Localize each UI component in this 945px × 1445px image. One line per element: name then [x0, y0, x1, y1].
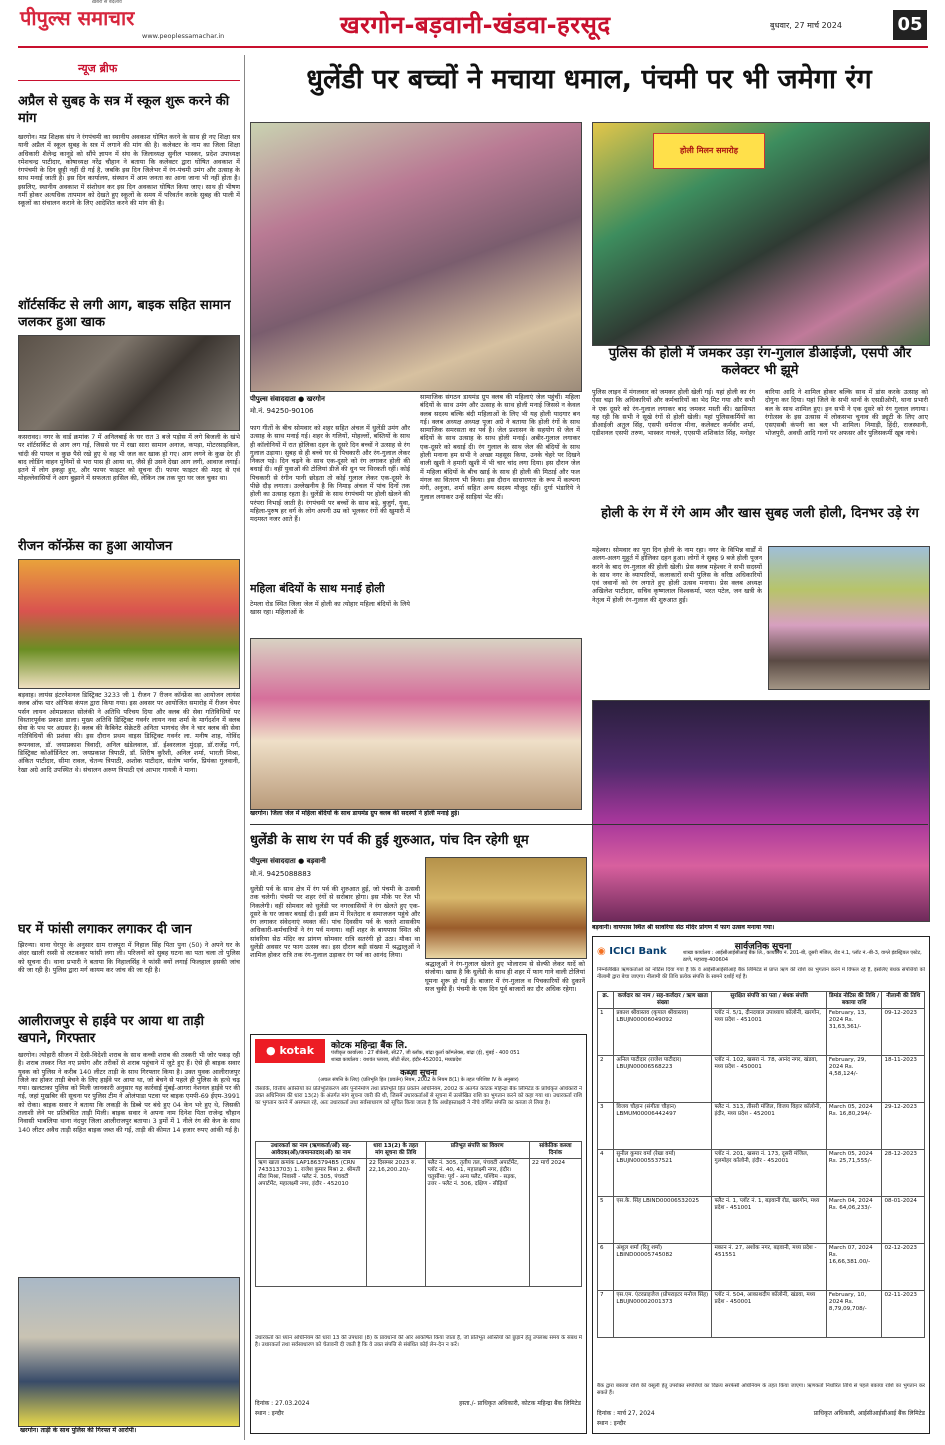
- icici-cell: 3: [598, 1103, 614, 1150]
- news-brief-label: न्यूज ब्रीफ: [78, 62, 118, 75]
- section-rule: [250, 824, 928, 825]
- icici-cell: March 05, 2024 Rs. 25,71,555/-: [826, 1150, 882, 1197]
- kotak-cell-possession: 22 मार्च 2024: [529, 1159, 581, 1287]
- icici-cell: एस.के. सिंह LBIND00006532025: [614, 1197, 712, 1244]
- holi-milan-banner: होली मिलन समारोह: [653, 133, 765, 169]
- kotak-table: [255, 1141, 582, 1287]
- dhulendi-byline: पीपुल्स संवाददाता ● बड़वानी: [250, 857, 326, 865]
- conference-photo: [18, 559, 240, 689]
- table-row: [598, 1197, 925, 1244]
- brief-body-1: खरगोन। मप्र शिक्षक संघ ने रंगपंचमी का स्थानीय अवकाश घोषित करने के साथ ही नए शिक्षा सत्र यानी अप्रैल में स्कूल सुबह के सत्र में लगाने की मांग की है। कलेक्टर के नाम का जिला शिक्षा अधिकारी शैलेन्द्र कानूडे को सौंपे ज्ञापन में संघ के जिलाध्यक्ष सुनील भास्कर, प्रदेश उपाध्यक्ष रमेशचन्द्र पाटीदार, कोषाध्यक्ष नरेंद्र चौहान ने बताया कि कलेक्टर द्वारा घोषित अवकाश में रंगपंचमी के दिन छुट्टी नहीं दी गई है, जबकि इस दिन जिलेभर में रंग-पंचमी उमंग और उत्साह के साथ मनाई जाती है। इस दिन कार्यालय, संस्थान में आम जनता का आना जाना भी नहीं होता है। इसलिए, स्थानीय अवकाश में संशोधन कर इस दिन अवकाश घोषित किया जाए। साथ ही भीषण गर्मी होकर अत्यधिक तापमान को देखते हुए स्कूलों के समय में परिवर्तन करके सुबह की पाली में स्कूलों का संचालन कराने के लिए आदेशित करने की मांग की है।: [18, 133, 240, 208]
- temple-fag-photo: [592, 700, 930, 922]
- arrest-photo-caption: खरगोन। ताड़ी के साथ पुलिस की गिरफ्त में आरोपी।: [20, 1427, 137, 1434]
- news-brief-column: [18, 55, 240, 1440]
- dhulendi-headline: धुलेंडी के साथ रंग पर्व की हुई शुरुआत, पांच दिन रहेगी धूम: [250, 833, 529, 848]
- icici-cell: अंशुल शर्मा (रितु शर्मा) LBIND00005745082: [614, 1244, 712, 1291]
- dhulendi-body-col2: श्रद्धालुओं ने रंग-गुलाल खेलते हुए भोलाराम से सेल्फी लेकर यादें को संजोया। खास है कि धुलेंडी के साथ ही शहर में फाग गाने वाली टोलियां घूमना शुरू हो गई हैं। बाजार में रंग-गुलाल व पिचकारियों की दुकानें सज चुकी हैं। पंचमी के एक दिन पूर्व बाजारों का दौर अधिक रहेगा।: [425, 960, 585, 993]
- icici-cell: मकान नं. 27, अशोक नगर, बड़वानी, मध्य प्रदेश - 451551: [712, 1244, 826, 1291]
- jail-photo-caption: खरगोन। जिला जेल में महिला बंदियों के साथ डायमंड ग्रुप क्लब की सदस्यों ने होली मनाई हुई।: [250, 810, 460, 817]
- icici-cell: फ्लैट नं. 1, प्लॉट नं. 1, बड़वानी रोड, खरगोन, मध्य प्रदेश - 451001: [712, 1197, 826, 1244]
- kotak-place: स्थान : इन्दौर: [255, 1410, 284, 1417]
- icici-cell: February, 10, 2024 Rs. 8,79,09,708/-: [826, 1291, 882, 1338]
- kotak-intro: (अचल संपत्ति के लिए) (प्रतिभूति हित (प्रवर्तन) नियम, 2002 के नियम 8(1) के तहत परिशिष्ट IV के अनुसार): [318, 1077, 519, 1083]
- icici-col-borrower: कर्जदार का नाम / सह-कर्जदार / ऋण खाता संख्या: [614, 992, 712, 1009]
- table-row: [256, 1159, 582, 1287]
- brief-headline-4: घर में फांसी लगाकर लगाकर दी जान: [18, 922, 192, 937]
- icici-cell: 29-12-2023: [882, 1103, 925, 1150]
- section-title: खरगोन-बड़वानी-खंडवा-हरसूद: [340, 11, 611, 39]
- main-headline: धुलेंडी पर बच्चों ने मचाया धमाल, पंचमी पर भी जमेगा रंग: [306, 64, 872, 95]
- kotak-col-possession: सांकेतिक कब्जा दिनांक: [529, 1142, 581, 1159]
- icici-cell: March 05, 2024 Rs. 16,80,294/-: [826, 1103, 882, 1150]
- icici-cell: प्लॉट नं. 5/1, दीनदयाल उपाध्याय कॉलोनी, खरगोन, मध्य प्रदेश - 451001: [712, 1009, 826, 1056]
- jail-subheadline: महिला बंदियों के साथ मनाई होली: [250, 582, 385, 595]
- icici-cell: 02-11-2023: [882, 1291, 925, 1338]
- table-row: [598, 1103, 925, 1150]
- icici-cell: प्लॉट नं. 102, खसरा नं. 78, आनंद नगर, खंडवा, मध्य प्रदेश - 450001: [712, 1056, 826, 1103]
- kotak-cell-borrower: ऋण खाता क्रमांक LAP1863794B5 (CRN 743313703) 1. राजेश कुमार मिश्रा 2. श्रीमती मीरा मिश्रा, निवासी - फ्लैट नं. 305, पंचवटी अपार्टमेंट, महालक्ष्मी नगर, इंदौर - 452010: [256, 1159, 367, 1287]
- kotak-bank-name: कोटक महिन्द्रा बैंक लि.: [331, 1041, 408, 1051]
- police-holi-photo: [592, 122, 930, 346]
- masthead-rule: [18, 46, 928, 48]
- dhulendi-phone: मो.नं. 9425088883: [250, 870, 312, 878]
- column-divider-left: [244, 55, 245, 1440]
- kotak-registered-office: पंजीकृत कार्यालय : 27 बीकेसी, सी27, जी ब्लॉक, बांद्रा कुर्ला कॉम्प्लेक्स, बांद्रा (ई), मुंबई - 400 051: [331, 1050, 520, 1056]
- icici-table: [597, 991, 925, 1338]
- table-row: [598, 1291, 925, 1338]
- main-body-col1: फाग गीतों के बीच सोमवार को शहर सहित अंचल में धुलेंडी उमंग और उत्साह के साथ मनाई गई। शहर के गलियों, मोहल्लों, बस्तियों के साथ ही कॉलोनियों में रात होलिका दहन के दूसरे दिन बच्चों ने उत्साह से रंग गुलाल उड़ाया। सुबह से ही बच्चे घर से पिचकारी और रंग-गुलाल लेकर निकल पड़े। दिन चढ़ने के साथ एक-दूसरे को रंग लगाकर होली की बधाई दी। वहीं युवाओं की टोलियां डीजे की धुन पर थिरकती रहीं। कोई पिचकारी से रंगीन पानी छोड़ता तो कोई गुलाल लेकर एक-दूसरे के पीछे दौड़ लगाता। उल्लेखनीय है कि निमाड़ अंचल में पांच दिनों तक होली का उत्साह रहता है। धुलेंडी के साथ रंगपंचमी पर होली खेलने की परंपरा निभाई जाती है। रंगपंचमी पर बच्चों के साथ बड़े, बुजुर्ग, युवा, महिला-पुरुष हर वर्ग के लोग अपनी उम्र को भूलकर रंगों की खुमारी में मदमस्त नजर आते हैं।: [250, 424, 410, 524]
- brief-rule: [18, 80, 240, 81]
- icici-col-sr: क्र.: [598, 992, 614, 1009]
- icici-title: सार्वजनिक सूचना: [734, 942, 792, 952]
- brief-headline-1: अप्रैल से सुबह के सत्र में स्कूल शुरू करने की मांग: [18, 94, 230, 126]
- table-row: [598, 1056, 925, 1103]
- table-row: [598, 1009, 925, 1056]
- icici-cell: प्लॉट नं. 201, खसरा नं. 173, दूसरी मंजिल, गुलमोहर कॉलोनी, इंदौर - 452001: [712, 1150, 826, 1197]
- icici-logo: [597, 941, 675, 963]
- main-byline: पीपुल्स संवाददाता ● खरगोन: [250, 395, 325, 403]
- icici-cell: फ्लैट नं. 313, तीसरी मंजिल, विजय विहार कॉलोनी, इंदौर, मध्य प्रदेश - 452001: [712, 1103, 826, 1150]
- icici-logo-icon: ◉: [597, 946, 606, 957]
- jail-subbody: टेमला रोड स्थित जिला जेल में होली का त्योहार महिला बंदियों के लिये खास रहा। महिलाओं के: [250, 600, 410, 617]
- fire-photo: [18, 335, 240, 431]
- issue-date: बुधवार, 27 मार्च 2024: [770, 21, 842, 30]
- sanwariya-temple-photo: [425, 857, 587, 959]
- temple-photo-caption: बड़वानी। वायपास स्थित श्री सावरिया सेठ मंदिर प्रांगण में फाग उत्सव मनाया गया।: [592, 924, 775, 931]
- kotak-logo-text: kotak: [279, 1044, 315, 1057]
- main-body-col2: सामाजिक संगठन डायमंड ग्रुप क्लब की महिलाएं जेल पहुंचीं। महिला बंदियों के साथ उमंग और उत्साह के साथ होली मनाई जिससे न केवल क्लब सदस्य बल्कि बंदी महिलाओं के लिए भी यह होली यादगार बन गई। क्लब अध्यक्ष अध्यक्ष पूजा अग्रे ने बताया कि होली रंगों के साथ सामाजिक समरसता का पर्व है। जेल प्रशासन के सहयोग से जेल में बंदियों के साथ उत्साह के साथ होली मनाई। अबीर-गुलाल लगाकर एक-दूसरे को बधाई दी। रंग गुलाल के साथ जेल की बंदियों के साथ होली मनाना हम सभी ने अच्छा महसूस किया, उनके चेहरे पर दिखने वाली खुशी ने हमारी खुशी में भी चार चांद लगा दिया। इस दौरान जेल में महिला बंदियों के बीच खाई के साथ ही होली की मिठाई और फल मंगल का वितरण भी किया। इस दौरान साधारणतः के रूप में कल्पना मंगी, अनुजा, शर्मा सहित अन्य सदस्य मौजूद रहीं। दुर्गा भंडारिये ने गुलाल लगाकर उन्हें साड़ियां भेंट कीं।: [420, 393, 580, 501]
- kotak-signatory: हस्ता./- प्राधिकृत अधिकारी, कोटक महिन्द्रा बैंक लिमिटेड: [459, 1400, 581, 1407]
- maheshwar-headline: होली के रंग में रंगे आम और खास सुबह जली होली, दिनभर उड़े रंग: [601, 506, 919, 521]
- icici-logo-text: ICICI Bank: [609, 946, 667, 957]
- icici-signatory: प्राधिकृत अधिकारी, आईसीआईसीआई बैंक लिमिटेड: [813, 1410, 925, 1417]
- kotak-col-property: प्रतिभूत संपत्ति का विवरण: [425, 1142, 529, 1159]
- press-club-photo: [768, 546, 930, 690]
- kotak-cell-demand: 22 दिसम्बर 2023 रु. 22,16,200.20/-: [366, 1159, 425, 1287]
- icici-notice: [592, 936, 930, 1434]
- kotak-footer: उधारकर्ता का ध्यान अधिनियम की धारा 13 की उपधारा (8) के प्रावधानों की ओर आकर्षित किया जाता है, जो प्रतिभूत आस्तियों को छुड़ाने हेतु उपलब्ध समय के संबंध में है। उधारकर्ता तथा सर्वसाधारण को चेतावनी दी जाती है कि वे उक्त संपत्ति से संबंधित कोई लेन-देन न करें।: [255, 1335, 582, 1348]
- brief-headline-3: रीजन कॉन्फ्रेंस का हुआ आयोजन: [18, 539, 173, 554]
- brief-body-2: कसरावद। नगर के वार्ड क्रमांक 7 में अनिलबाई के घर रात 3 बजे पड़ोस में लगे बिजली के खंभे पर शॉर्टसर्किट से आग लग गई, जिससे घर में रखा सारा सामान अनाज, कपड़ा, मोटरसाइकिल, चांदी की पायल व कुछ पैसे रखे हुए थे वह भी जल कर खाक हो गए। आग लगने के कुछ देर ही बाद लोडिंग वाहन मुनिमों से भरा पास ही आया था, जैसे ही उसने देखा आग लगी, आवाज लगाई। इतने में लोग इकट्ठा हुए, और फायर फाइटर को सूचना दी। फायर फाइटर की मदद से एवं मोहल्लेवासियों ने आग बुझाने में सफलता हासिल की, लेकिन तब तक पूरा घर जल चुका था।: [18, 433, 240, 483]
- kotak-branch-office: शाखा कार्यालय : यशवंत प्लाजा, सीटी सेंटर, इंदौर-452001, मध्यप्रदेश: [331, 1057, 462, 1063]
- icici-cell: 2: [598, 1056, 614, 1103]
- icici-place: स्थान : इन्दौर: [597, 1420, 626, 1427]
- icici-cell: 4: [598, 1150, 614, 1197]
- icici-cell: 6: [598, 1244, 614, 1291]
- brief-body-3: बड़वाह। लायंस इंटरनेशनल डिस्ट्रिक्ट 3233 जी 1 रीजन 7 रीजन कॉन्फ्रेंस का आयोजन लायंस क्लब ऑफ पार ऑफिस कंपल द्वारा किया गया। इस अवसर पर आयोजित समारोह में रीजन चेयर पर्सन लायन ओमप्रकाश सोलंकी ने अतिथि परिचय दिया और क्लब की सेवा गतिविधियों पर विस्तारपूर्वक प्रकाश डाला। मुख्य अतिथि डिस्ट्रिक्ट गवर्नर लायन नवा शर्मा के मार्गदर्शन में क्लब सेवा के पथ पर अग्रसर है। क्लब की कैबिनेट सेक्रेटरी अनिता भागचंद जैन ने चार क्लब की सेवा गतिविधियों की प्रशंसा की। इस दौरान प्रथम वाइस डिस्ट्रिक्ट गवर्नर ला. मनीष शाह, गोविंद रूपनवाल, डॉ. जयाप्रकाश त्रिवादी, अनिल खंडेलवाल, डॉ. ईश्वरलाल मुंदड़ा, डॉ.राजेंद्र गर्ग, डिस्ट्रिक्ट कोऑर्डिनेटर ला. जयप्रकाश त्रिपाठी, डॉ. शिरीष कुरैशी, अनिल शर्मा, भारती मिश्रा, अंकित पाटीदार, सीमा रावल, चेतन्य त्रिपाठी, अशोक पाटीदार, संतोष भार्गव, प्रियंका गुलवानी, रेखा अग्रे आदि उपस्थित थे। संचालन अरुण त्रिपाठी एवं आभार गायत्री ने माना।: [18, 691, 240, 774]
- icici-cell: प्लॉट नं. 504, आकाशदीप कॉलोनी, खंडवा, मध्य प्रदेश - 450001: [712, 1291, 826, 1338]
- icici-cell: एस.एम. एंटरप्राइजेज (प्रोपराइटर मनोज सिंह) LBUJN00002001373: [614, 1291, 712, 1338]
- kotak-logo-icon: ●: [265, 1044, 276, 1057]
- kotak-title: कब्ज़ा सूचना: [400, 1068, 437, 1077]
- icici-cell: 09-12-2023: [882, 1009, 925, 1056]
- icici-cell: 5: [598, 1197, 614, 1244]
- brief-body-4: झिरन्या। थाना घेरपुर के अनुसार ग्राम राजपुरा में निहाल सिंह पिता पुना (50) ने अपने घर के अंदर खाली रस्सी से लटककर फांसी लगा ली। परिजनों को सुबह घटना का पता चला तो पुलिस को सूचना दी। थाना प्रभारी ने बताया कि निहालसिंह ने फांसी क्यों लगाई फिलहाल इसकी जांच की जा रही है। पुलिस द्वारा मर्ग कायम कर जांच की जा रही है।: [18, 941, 240, 974]
- icici-col-auction: नीलामी की तिथि: [882, 992, 925, 1009]
- police-headline: पुलिस की होली में जमकर उड़ा रंग-गुलाल डीआईजी, एसपी और कलेक्टर भी झूमे: [608, 346, 912, 378]
- masthead: [0, 0, 945, 50]
- kotak-col-borrower: उधारकर्ता का नाम (ऋणकर्ता/ओं) सह-आवेदक(ओं)/जमानतदार(ओं) का नाम: [256, 1142, 367, 1159]
- icici-cell: 02-12-2023: [882, 1244, 925, 1291]
- icici-cell: February, 29, 2024 Rs. 4,58,124/-: [826, 1056, 882, 1103]
- brief-headline-5: आलीराजपुर से हाईवे पर आया था ताड़ी खपाने, गिरफ्तार: [18, 1014, 204, 1046]
- brief-body-5: खरगोन। त्योहारी सीजन में देसी-विदेशी शराब के साथ कच्ची शराब की तस्करी भी जोर पकड़ रही है। शराब तस्कर नित नए प्रयोग और तरीकों से शराब पहुंचाने में जुटे हुए हैं। ऐसे ही बाइक सवार युवक को पुलिस ने करीब 140 लीटर ताड़ी के साथ गिरफ्तार किया है। उक्त युवक आलीराजपुर जिले का होकर ताड़ी बेचने के लिए हाईवे पर आया था, जो बेचने से पहले ही पुलिस के हत्थे चढ़ गया। खलटाका पुलिस को मिली जानकारी अनुसार यह कार्रवाई मुंबई-आगरा नेशनल हाईवे पर की गई, जहां मुखबिर की सूचना पर पुलिस टीम ने ओलंपाडा पटवा पर बाइक एमपी-69 ईएम-3991 को रोका। बाइक सवार ने बताया कि लकड़ी के डिब्बे पर बंधे हुए 04 केन भरे हुए थे, जिसकी तलाशी लेने पर प्रतिबंधित ताड़ी मिली। बाइक सवार ने अपना नाम दिनेश पिता राजेन्द्र चौहान निवासी भाबलिया थाना नंदपुर जिला आलीराजपुर बताया। 3 ड्रमों में 1 नीले रंग की केन के साथ 140 लीटर अवैध ताड़ी सहित बाइक जब्त की गई, ताड़ी की कीमत 14 हजार रुपए आंकी गई है।: [18, 1051, 240, 1134]
- table-row: [598, 1150, 925, 1197]
- kotak-logo: [255, 1039, 325, 1063]
- icici-cell: February, 13, 2024 Rs. 31,63,361/-: [826, 1009, 882, 1056]
- icici-office: शाखा कार्यालय : आईसीआईसीआई बैंक लि., कार्यालय नं. 201-बी, दूसरी मंजिल, रोड नं.1, प्लॉट नं.-बी-3, वाग्ले इंडस्ट्रियल एस्टेट, ठाणे, महाराष्ट्र-400604: [683, 950, 922, 963]
- icici-col-property: सुरक्षित संपत्ति का पता / बंधक संपत्ति: [712, 992, 826, 1009]
- main-phone: मो.नं. 94250-90106: [250, 407, 314, 415]
- masthead-logo: [20, 6, 134, 30]
- icici-cell: March 04, 2024 Rs. 64,06,233/-: [826, 1197, 882, 1244]
- logo-tagline: ख़बरों से बदलाव: [92, 0, 122, 5]
- icici-cell: सुनील कुमार वर्मा (रेखा वर्मा) LBUJN00005537521: [614, 1150, 712, 1197]
- icici-cell: प्रकाश श्रीवास्तव (कृपाल श्रीवास्तव) LBUJN00006049092: [614, 1009, 712, 1056]
- kotak-col-demand: धारा 13(2) के तहत मांग सूचना की तिथि: [366, 1142, 425, 1159]
- icici-cell: अनिल पाटीदार (राजेश पाटीदार) LBUJN00006568223: [614, 1056, 712, 1103]
- icici-intro: निम्नलिखित ऋणकर्ताओं को नोटिस दिया गया है कि वे आईसीआईसीआई बैंक लिमिटेड से प्राप्त ऋण की राशि का भुगतान करने में विफल रहे हैं, इसलिए बंधक संपत्तियों को नीलामी द्वारा बेचा जाएगा। नीलामी की तिथि प्रत्येक संपत्ति के सामने दर्शाई गई है।: [597, 967, 925, 980]
- kotak-paragraph: जैसाकि, वित्तीय आस्तियों का प्रतिभूतिकरण और पुनर्निर्माण तथा प्रतिभूति हित प्रवर्तन अधिनियम, 2002 के अंतर्गत कोटक महिन्द्रा बैंक लिमिटेड के प्राधिकृत अधिकारी ने उक्त अधिनियम की धारा 13(2) के अंतर्गत मांग सूचना जारी की थी, जिसमें उधारकर्ताओं से सूचना में उल्लेखित राशि का भुगतान करने को कहा गया था। उधारकर्ता राशि का भुगतान करने में असफल रहे, अतः उधारकर्ता तथा सर्वसाधारण को सूचित किया जाता है कि अधोहस्ताक्षरी ने नीचे वर्णित संपत्ति का कब्जा ले लिया है।: [255, 1086, 582, 1106]
- icici-col-demand: डिमांड नोटिस की तिथि / बकाया राशि: [826, 992, 882, 1009]
- table-row: [598, 1244, 925, 1291]
- icici-cell: March 07, 2024 Rs. 16,66,381.00/-: [826, 1244, 882, 1291]
- kotak-date: दिनांक : 27.03.2024: [255, 1400, 310, 1407]
- icici-cell: 1: [598, 1009, 614, 1056]
- icici-cell: 28-12-2023: [882, 1150, 925, 1197]
- icici-cell: 18-11-2023: [882, 1056, 925, 1103]
- kotak-cell-property: फ्लैट नं. 305, तृतीय तल, पंचवटी अपार्टमेंट, प्लॉट नं. 40, 41, महालक्ष्मी नगर, इंदौर। चतुर्सीमा: पूर्व - अन्य फ्लैट, पश्चिम - सड़क, उत्तर - फ्लैट नं. 306, दक्षिण - सीढ़ियाँ: [425, 1159, 529, 1287]
- kotak-notice: [250, 1034, 587, 1434]
- website: www.peoplessamachar.in: [142, 32, 225, 40]
- icici-date: दिनांक : मार्च 27, 2024: [597, 1410, 655, 1417]
- maheshwar-body: महेश्वर। सोमवार का पूरा दिन होली के नाम रहा। नगर के विभिन्न वार्डों में अलग-अलग मुहूर्त में होलिका दहन हुआ। लोगों ने सुबह 9 बजे होली पूजन करने के बाद रंग-गुलाल की होली खेली। प्रेस क्लब महेश्वर ने सभी सदस्यों के साथ नगर के व्यापारियों, कलाकारों सभी पुलिस के वरिष्ठ अधिकारियों एवं जवानों को रंग लगाते हुए होली उत्सव मनाया। प्रेस क्लब अध्यक्ष अखिलेश पाटीदार, सचिव कृष्णलाल विश्वकर्मा, भरत पटेल, जन खत्री के नेतृत्व में होली रंग-गुलाल की शुरुआत हुई।: [592, 546, 762, 604]
- page-number: 05: [893, 10, 927, 40]
- icici-footer: बैंक द्वारा बकाया राशि की वसूली हेतु उपरोक्त संपत्तियों का विक्रय सरफेसी अधिनियम के तहत किया जाएगा। ऋणकर्ता निर्धारित तिथि से पहले बकाया राशि का भुगतान कर सकते हैं।: [597, 1383, 925, 1396]
- icici-cell: 08-01-2024: [882, 1197, 925, 1244]
- children-holi-photo: [250, 122, 582, 392]
- icici-cell: विजय चौहान (संगीता चौहान) LBMUM00006442497: [614, 1103, 712, 1150]
- logo-text: पीपुल्स समाचार: [20, 6, 135, 30]
- arrest-photo: [18, 1277, 240, 1427]
- brief-headline-2: शॉर्टसर्किट से लगी आग, बाइक सहित सामान जलकर हुआ खाक: [18, 298, 231, 330]
- police-body: पुलिस लाइन में मंगलवार को जमकर होली खेली गई। यहां होली का रंग ऐसा चढ़ा कि अधिकारियों और कर्मचारियों का भेद मिट गया और सभी ने एक दूसरे को रंग-गुलाल लगाकर बाद जमकर मस्ती की। खासियत यह रही कि सभी ने सूखे रंगों से होली खेली। यहां पुलिसकर्मियों का डीआईजी अतुल सिंह, एसपी धर्मराज मीना, कलेक्टर कर्मवीर शर्मा, एडीशनल एसपी तरुण, भास्कर गाचले, एएसपी शशिकांत सिंह, मनोहर बारिया आदि ने शामिल होकर बल्कि साथ में डांस करके उत्साह को दोगुना कर दिया। यहां जिले के सभी थानों के एसडीओपी, थाना प्रभारी बल के साथ शामिल हुए। इन सभी ने एक दूसरे को रंग गुलाल लगाया। रंगोत्सव के इस उत्सास में लोकसभा चुनाव की ड्यूटी के लिए आए एसएसबी कंपनी का बल भी शामिल। निमाड़ी, हिंदी, राजस्थानी, भोजपुरी, अवधी आदि गानों पर अफसर और पुलिसकर्मी खूब नाचे।: [592, 388, 928, 438]
- dhulendi-body-col1: धुलेंडी पर्व के साथ क्षेत्र में रंग पर्व की शुरुआत हुई, जो पंचमी के उत्सवी तक चलेगी। पंचमी पर शहर रंगों से सरोबार होगा। इस मौके पर रेंज भी निकलेगी। वहीं सोमवार को धुलेंडी पर नगरवासियों ने रंग खेलते हुए एक-दूसरे के घर जाकर बधाई दी। इसी क्रम में रिश्तेदार व समाजजन पहुंचे और रंग लगाकर संवेदनाएं व्यक्त कीं। पांच दिवसीय पर्व के चलते शासकीय अधिकारी-कर्मचारियों ने रंग पर्व मनाया। वहीं शहर के बायपास स्थित श्री सांवरिया सेठ मंदिर का प्रांगण सोमवार रात्रि सतरंगी हो उठा। मौका था धुलेंडी अवसर पर फाग उत्सव का। इस दौरान बड़ी संख्या में श्रद्धालुओं ने शामिल होकर रात्रि तक रंग-गुलाल उड़ाकर रंग पर्व का आनंद लिया।: [250, 885, 420, 960]
- jail-holi-photo: [250, 638, 582, 810]
- icici-cell: 7: [598, 1291, 614, 1338]
